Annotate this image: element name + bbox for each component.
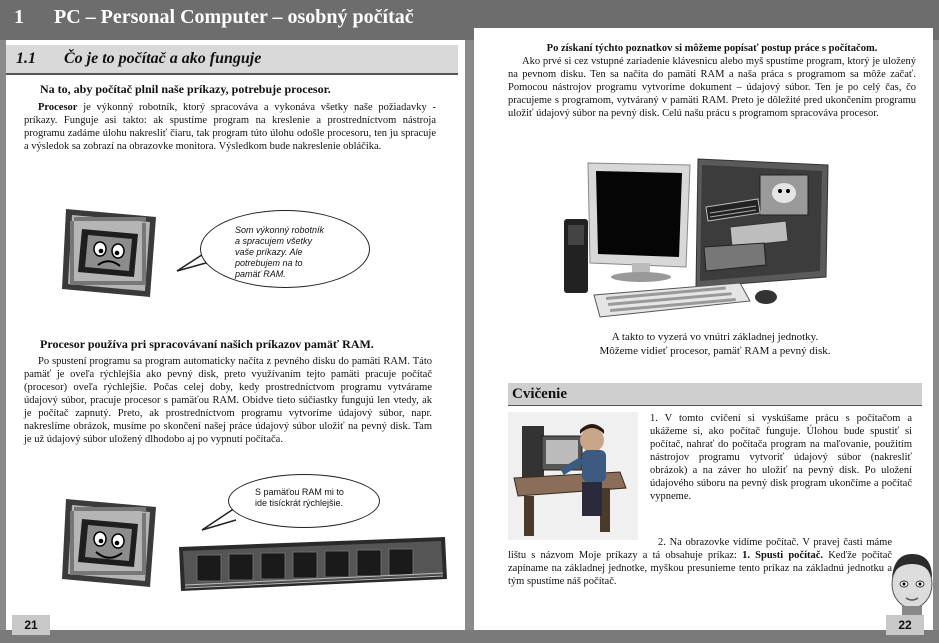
section-number: 1.1 xyxy=(16,50,36,67)
boy-face-image xyxy=(884,548,939,618)
chapter-number: 1 xyxy=(14,6,24,28)
section-title xyxy=(6,45,458,75)
ram-module-image xyxy=(175,535,450,595)
intro-text: Ako prvé si cez vstupné zariadenie klávesnicu alebo myš spustíme program, ktorý je uložený na pevnom disku. Ten sa načíta do pamäti RAM a naša práca s programom sa môže začať. Pomocou nástrojov programu vytvoríme dokument – údajový súbor. Ten je po celý čas, čo pracujeme s programom, vytváraný v pamäti RAM. Preto je dôležité pred ukončením programu uložiť údajový súbor na pevný disk. Celú našu prácu s programom spracováva procesor. xyxy=(508,56,916,119)
computer-image xyxy=(560,155,835,330)
section-title-text: Čo je to počítač a ako funguje xyxy=(64,50,262,67)
boy-at-computer-image xyxy=(508,412,638,540)
paragraph-processor xyxy=(24,101,436,153)
bottom-bar xyxy=(0,630,939,643)
exercise-title: Cvičenie xyxy=(508,383,922,406)
caption-line-1: A takto to vyzerá vo vnútri základnej jednotky. xyxy=(611,331,819,343)
paragraph-intro xyxy=(508,42,916,120)
chapter-title xyxy=(14,6,414,29)
exercise-1: 1. V tomto cvičení si vyskúšame prácu s počítačom a ukážeme si, ako počítač funguje. Úlohou bude spustiť si počítač, nahrať do počítača program na maľovanie, použitím nástrojov programu vytvoriť údajový súbor (nakresliť obrázok) a na záver ho uložiť na pevný disk. Po uložení údajového súboru na pevný disk program ukončíme a počítač vypneme. xyxy=(650,413,912,502)
exercise-2-text-a: 2. Na obrazovke vidíme počítač. V pravej časti máme lištu s názvom Moje príkazy a tá obsahuje príkaz: xyxy=(508,537,892,561)
exercise-2-bold: 1. Spusti počítač. xyxy=(742,550,824,561)
page-number-right: 22 xyxy=(886,615,924,635)
processor-bold: Procesor xyxy=(38,102,78,113)
page-number-left: 21 xyxy=(12,615,50,635)
heading-processor: Na to, aby počítač plnil naše príkazy, potrebuje procesor. xyxy=(40,82,331,96)
exercise-2 xyxy=(508,536,892,588)
speech-bubble-processor xyxy=(200,210,370,288)
intro-bold: Po získaní týchto poznatkov si môžeme popísať postup práce s počítačom. xyxy=(546,43,878,54)
processor-chip-image xyxy=(60,205,160,300)
processor-text: je výkonný robotník, ktorý spracováva a vykonáva všetky naše požiadavky - príkazy. Funguje asi takto: ak spustíme program na kreslenie a prostredníctvom nástroja programu zadáme úlohu nakresliť čiaru, tak program túto úlohu odošle procesoru, ten ju spracuje a výsledok sa zobrazí na obrazovke monitora. Výsledkom bude nakreslenie obláčika. xyxy=(24,102,436,152)
processor-chip-image-2 xyxy=(60,495,160,590)
image-caption xyxy=(520,330,910,358)
bubble-text-ram: S pamäťou RAM mi to ide tisíckrát rýchlejšie. xyxy=(255,487,344,508)
bubble-text-processor: Som výkonný robotník a spracujem všetky vaše príkazy. Ale potrebujem na to pamäť RAM. xyxy=(235,225,325,279)
exercise-2-text-b: Keďže počítač zapíname na základnej jednotke, myškou presunieme tento príkaz na základnú jednotku a tým spustíme náš počítač. xyxy=(508,550,893,587)
speech-bubble-ram xyxy=(228,474,380,528)
chapter-title-text: PC – Personal Computer – osobný počítač xyxy=(54,6,414,28)
caption-line-2: Môžeme vidieť procesor, pamäť RAM a pevný disk. xyxy=(599,345,831,357)
heading-ram: Procesor používa pri spracovávaní našich príkazov pamäť RAM. xyxy=(40,337,374,351)
paragraph-ram: Po spustení programu sa program automaticky načíta z pevného disku do pamäti RAM. Táto pamäť je oveľa rýchlejšia ako pevný disk, preto využívaním tejto pamäti pracuje počítač (procesor) oveľa rýchlejšie. Počas celej doby, kedy prostredníctvom programu vytvárame údajový súbor, pracuje procesor s pamäťou RAM. Obidve tieto súčiastky fungujú len vtedy, ak je počítač zapnutý. Preto, ak prostredníctvom programu vytvoríme údajový súbor, napr. nakreslíme obrázok, musíme po skončení našej práce údajový súbor uložiť na pevný disk. Tam je už údajový súbor uložený dlhodobo aj po vypnutí počítača. xyxy=(24,356,432,445)
